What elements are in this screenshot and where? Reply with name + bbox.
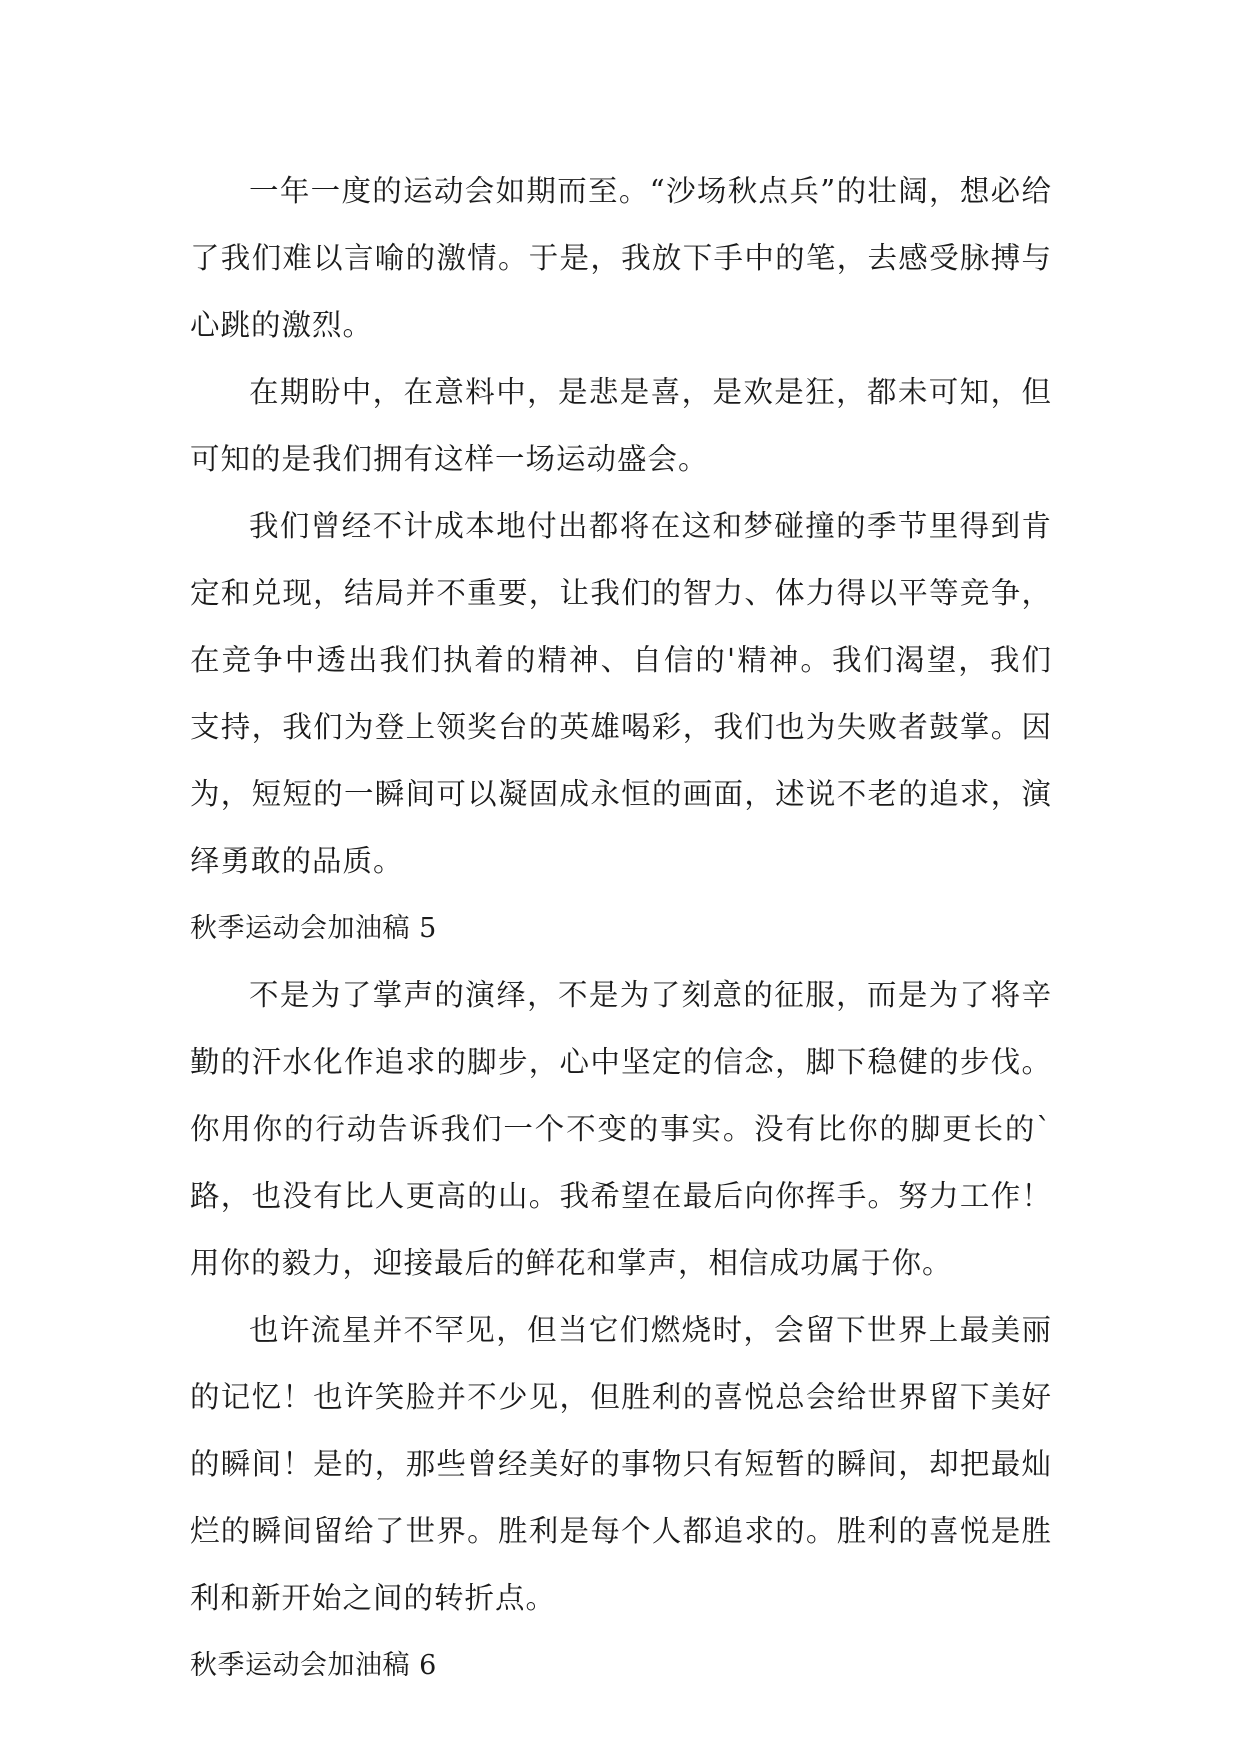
paragraph-2: 在期盼中，在意料中，是悲是喜，是欢是狂，都未可知，但可知的是我们拥有这样一场运动盛会。	[190, 375, 1052, 476]
paragraph-3: 我们曾经不计成本地付出都将在这和梦碰撞的季节里得到肯定和兑现，结局并不重要，让我们的智力、体力得以平等竞争，在竞争中透出我们执着的精神、自信的'精神。我们渴望，我们支持，我们为登上领奖台的英雄喝彩，我们也为失败者鼓掌。因为，短短的一瞬间可以凝固成永恒的画面，述说不老的追求，演绎勇敢的品质。	[190, 509, 1052, 878]
paragraph-5: 也许流星并不罕见，但当它们燃烧时，会留下世界上最美丽的记忆！也许笑脸并不少见，但胜利的喜悦总会给世界留下美好的瞬间！是的，那些曾经美好的事物只有短暂的瞬间，却把最灿烂的瞬间留给了世界。胜利是每个人都追求的。胜利的喜悦是胜利和新开始之间的转折点。	[190, 1313, 1052, 1615]
paragraph-1: 一年一度的运动会如期而至。“沙场秋点兵”的壮阔，想必给了我们难以言喻的激情。于是，我放下手中的笔，去感受脉搏与心跳的激烈。	[190, 174, 1052, 342]
document-page	[190, 158, 1052, 1699]
section-heading-5: 秋季运动会加油稿 5	[190, 913, 437, 944]
section-heading-6: 秋季运动会加油稿 6	[190, 1650, 437, 1681]
paragraph-4: 不是为了掌声的演绎，不是为了刻意的征服，而是为了将辛勤的汗水化作追求的脚步，心中坚定的信念，脚下稳健的步伐。你用你的行动告诉我们一个不变的事实。没有比你的脚更长的`路，也没有比人更高的山。我希望在最后向你挥手。努力工作！用你的毅力，迎接最后的鲜花和掌声，相信成功属于你。	[190, 978, 1052, 1280]
